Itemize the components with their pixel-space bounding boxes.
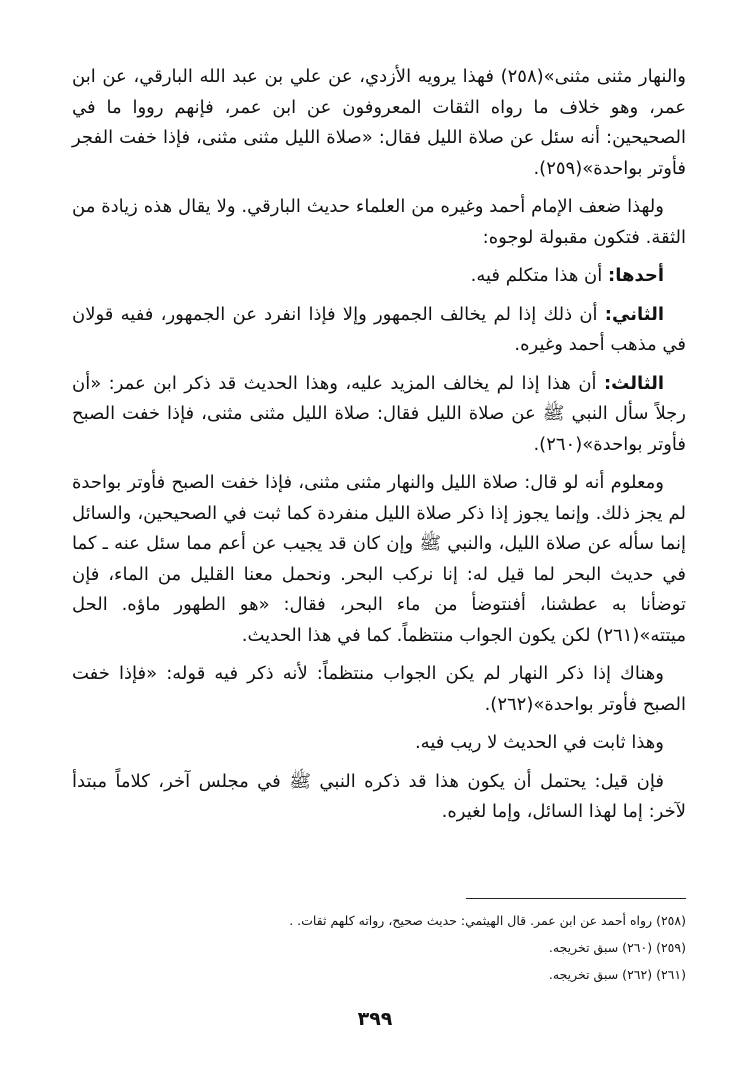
paragraph-2 bbox=[72, 192, 686, 253]
page-number: ٣٩٩ bbox=[357, 1008, 393, 1030]
paragraph-7 bbox=[72, 659, 686, 720]
paragraph-1-text: والنهار مثنى مثنى»(٢٥٨) فهذا يرويه الأزدي، عن علي بن عبد الله البارقي، عن ابن عمر، وهو خلاف ما رواه الثقات المعروفون عن ابن عمر، فإنهم رووا ما في الصحيحين: أنه سئل عن صلاة الليل فقال: «صلاة الليل مثنى مثنى، فإذا خفت الفجر فأوتر بواحدة»(٢٥٩). bbox=[72, 66, 687, 179]
main-text bbox=[72, 62, 686, 836]
paragraph-5-lead: الثالث: bbox=[603, 372, 664, 394]
paragraph-3-text: أن هذا متكلم فيه. bbox=[470, 265, 609, 286]
paragraph-3-lead: أحدها: bbox=[608, 265, 664, 286]
paragraph-8 bbox=[72, 728, 686, 759]
paragraph-8-text: وهذا ثابت في الحديث لا ريب فيه. bbox=[414, 732, 664, 753]
paragraph-9-text: فإن قيل: يحتمل أن يكون هذا قد ذكره النبي ﷺ في مجلس آخر، كلاماً مبتدأ لآخر: إما لهذا السائل، وإما لغيره. bbox=[72, 770, 686, 822]
paragraph-6-text: ومعلوم أنه لو قال: صلاة الليل والنهار مثنى مثنى، فإذا خفت الصبح فأوتر بواحدة لم يجز ذلك. وإنما يجوز إذا ذكر صلاة الليل منفردة كما ثبت في الصحيحين، والسائل إنما سأله عن صلاة الليل، والنبي ﷺ وإن كان قد يجيب عن أعم مما سئل عنه ـ كما في حديث البحر لما قيل له: إنا نركب البحر. ونحمل معنا القليل من الماء، فإن توضأنا به عطشنا، أفنتوضأ من ماء البحر، فقال: «هو الطهور ماؤه. الحل ميتته»(٢٦١) لكن يكون الجواب منتظماً. كما في هذا الحديث. bbox=[72, 472, 686, 646]
paragraph-4-text: أن ذلك إذا لم يخالف الجمهور وإلا فإذا انفرد عن الجمهور، ففيه قولان في مذهب أحمد وغيره. bbox=[72, 303, 686, 355]
paragraph-6 bbox=[72, 468, 686, 651]
paragraph-4 bbox=[72, 300, 686, 361]
paragraph-3 bbox=[72, 261, 686, 292]
footnote-3: (٢٦١) (٢٦٢) سبق تخريجه. bbox=[548, 967, 686, 982]
paragraph-9 bbox=[72, 767, 686, 828]
paragraph-1 bbox=[72, 62, 686, 184]
footnote-2: (٢٥٩) (٢٦٠) سبق تخريجه. bbox=[548, 940, 686, 955]
paragraph-7-text: وهناك إذا ذكر النهار لم يكن الجواب منتظماً: لأنه ذكر فيه قوله: «فإذا خفت الصبح فأوتر بواحدة»(٢٦٢). bbox=[72, 663, 686, 715]
paragraph-5-text: أن هذا إذا لم يخالف المزيد عليه، وهذا الحديث قد ذكر ابن عمر: «أن رجلاً سأل النبي ﷺ عن صلاة الليل فقال: صلاة الليل مثنى مثنى، فإذا خفت الصبح فأوتر بواحدة»(٢٦٠). bbox=[72, 372, 686, 455]
footnote-1: (٢٥٨) رواه أحمد عن ابن عمر. قال الهيثمي: حديث صحيح، رواته كلهم ثقات. . bbox=[289, 913, 686, 928]
paragraph-2-text: ولهذا ضعف الإمام أحمد وغيره من العلماء حديث البارقي. ولا يقال هذه زيادة من الثقة. فتكون مقبولة لوجوه: bbox=[72, 196, 686, 248]
paragraph-4-lead: الثاني: bbox=[604, 303, 664, 325]
footnotes bbox=[72, 907, 686, 988]
paragraph-5 bbox=[72, 369, 686, 461]
footnote-divider bbox=[466, 898, 686, 899]
